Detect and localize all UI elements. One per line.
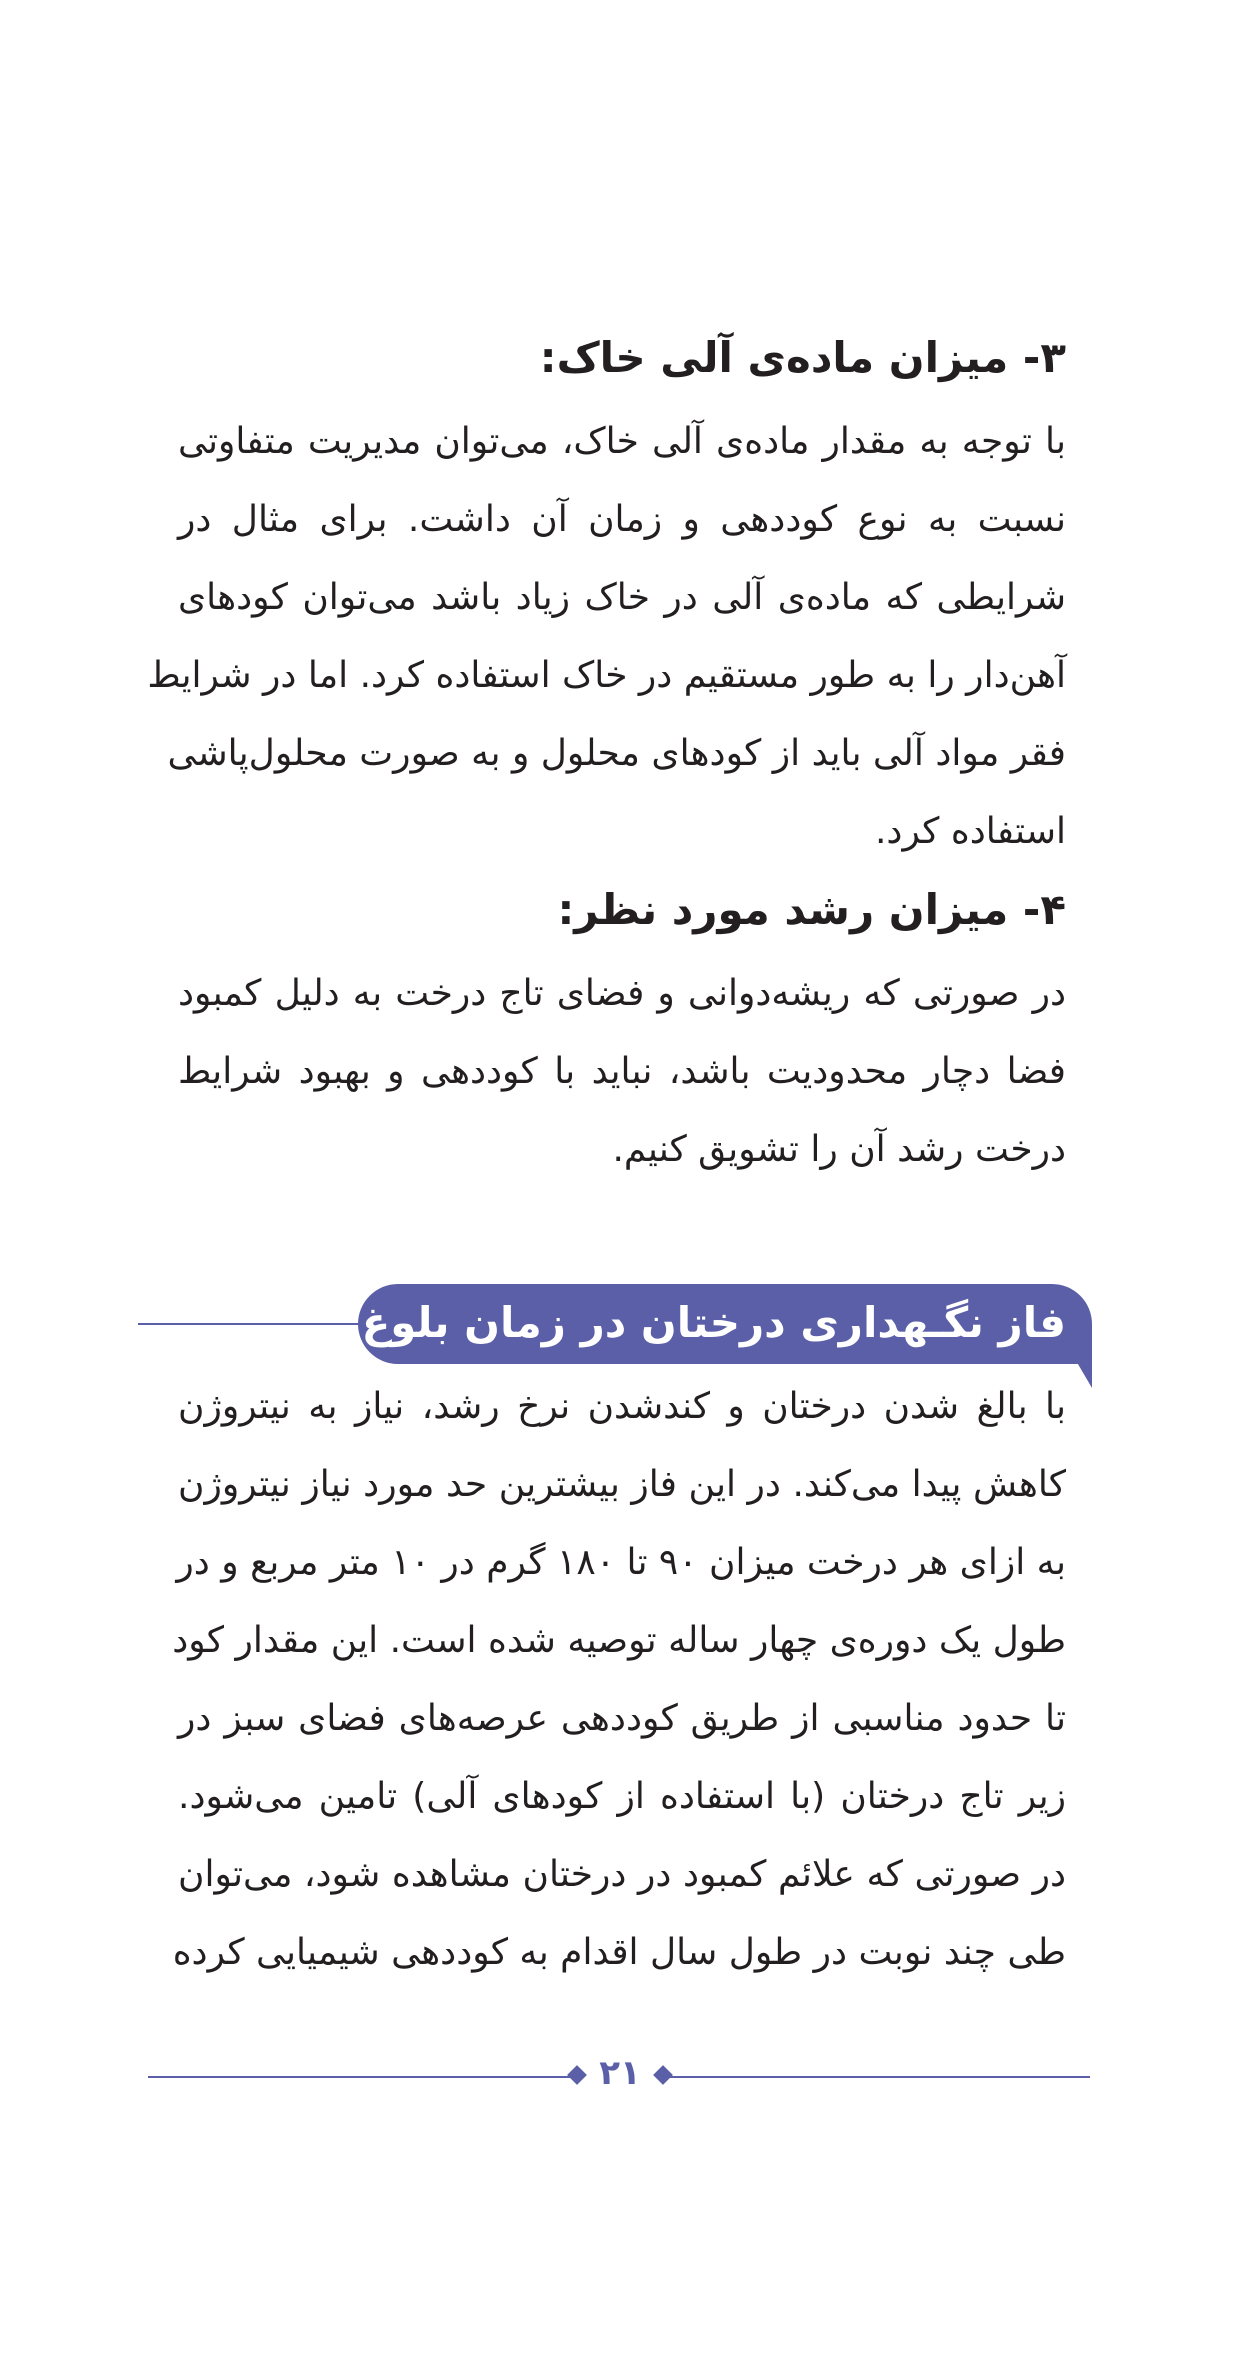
body-line: فقر مواد آلی باید از کودهای محلول و به صورت محلول‌پاشی xyxy=(167,733,1066,774)
body-line: با توجه به مقدار ماده‌ی آلی خاک، می‌توان مدیریت متفاوتی xyxy=(178,421,1066,462)
section-3-heading: ۳- میزان ماده‌ی آلی خاک: xyxy=(539,333,1066,382)
body-line: فضا دچار محدودیت باشد، نباید با کوددهی و بهبود شرایط xyxy=(178,1051,1066,1092)
body-line: درخت رشد آن را تشویق کنیم. xyxy=(612,1129,1066,1170)
body-line: آهن‌دار را به طور مستقیم در خاک استفاده کرد. اما در شرایط xyxy=(147,655,1066,696)
section-divider xyxy=(138,1323,368,1325)
body-line: در صورتی که علائم کمبود در درختان مشاهده شود، می‌توان xyxy=(178,1854,1066,1895)
page-number: ۲۱ xyxy=(599,2053,641,2093)
section-banner-title: فاز نگـهداری درختان در زمان بلوغ: xyxy=(344,1298,1066,1347)
body-line: طی چند نوبت در طول سال اقدام به کوددهی شیمیایی کرده xyxy=(172,1932,1066,1973)
body-line: به ازای هر درخت میزان ۹۰ تا ۱۸۰ گرم در ۱۰ متر مربع و در xyxy=(176,1542,1066,1583)
body-line: طول یک دوره‌ی چهار ساله توصیه شده است. این مقدار کود xyxy=(172,1620,1066,1661)
footer-rule-right xyxy=(670,2076,1090,2078)
body-line: در صورتی که ریشه‌دوانی و فضای تاج درخت به دلیل کمبود xyxy=(178,973,1066,1014)
body-line: تا حدود مناسبی از طریق کوددهی عرصه‌های فضای سبز در xyxy=(178,1698,1066,1739)
body-line: زیر تاج درختان (با استفاده از کودهای آلی) تامین می‌شود. xyxy=(178,1776,1066,1817)
body-line: استفاده کرد. xyxy=(874,811,1066,852)
footer-rule-left xyxy=(148,2076,570,2078)
section-4-heading: ۴- میزان رشد مورد نظر: xyxy=(557,885,1066,934)
body-line: نسبت به نوع کوددهی و زمان آن داشت. برای مثال در xyxy=(178,499,1066,540)
body-line: کاهش پیدا می‌کند. در این فاز بیشترین حد مورد نیاز نیتروژن xyxy=(178,1464,1066,1505)
body-line: با بالغ شدن درختان و کندشدن نرخ رشد، نیاز به نیتروژن xyxy=(178,1386,1066,1427)
body-line: شرایطی که ماده‌ی آلی در خاک زیاد باشد می‌توان کودهای xyxy=(178,577,1066,618)
